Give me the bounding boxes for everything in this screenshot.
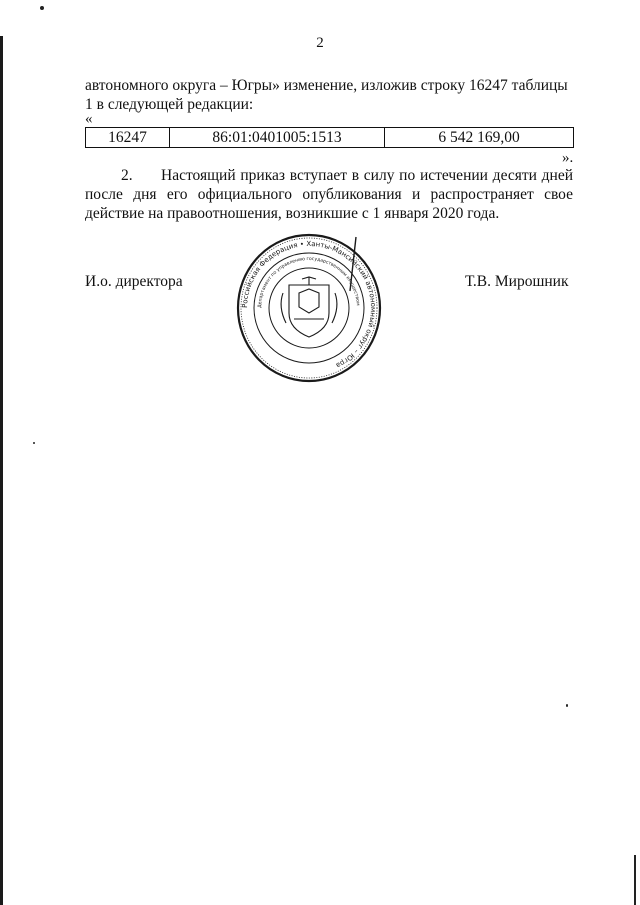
signatory-position: И.о. директора xyxy=(85,273,183,290)
quote-close: ». xyxy=(562,150,574,166)
seal-outer-textpath: Российская Федерация • Ханты-Мансийский автономный округ – Югра xyxy=(240,239,378,370)
table-cell-number: 16247 xyxy=(86,128,170,148)
page-number: 2 xyxy=(316,35,324,51)
paragraph-2 xyxy=(85,166,573,223)
data-table xyxy=(85,127,574,148)
quote-open: « xyxy=(85,111,93,127)
scan-speck xyxy=(40,6,44,10)
signatory-name: Т.В. Мирошник xyxy=(465,273,569,290)
table-row xyxy=(86,128,574,148)
table-cell-cadastral: 86:01:0401005:1513 xyxy=(170,128,385,148)
paragraph-2-number: 2. xyxy=(121,167,133,184)
scan-left-edge xyxy=(0,36,3,905)
coat-of-arms-icon xyxy=(281,277,337,337)
paragraph-1: автономного округа – Югры» изменение, изложив строку 16247 таблицы 1 в следующей редакции: xyxy=(85,77,568,113)
table-cell-value: 6 542 169,00 xyxy=(385,128,574,148)
scan-speck xyxy=(33,442,35,444)
scan-speck xyxy=(566,704,568,707)
scan-right-edge xyxy=(634,855,636,905)
paragraph-2-text: Настоящий приказ вступает в силу по истечении десяти дней после дня его официального опубликования и распространяет свое действие на правоотношения, возникшие с 1 января 2020 года. xyxy=(85,167,573,222)
official-seal xyxy=(236,233,382,383)
seal-inner-textpath: Департамент по управлению государственным имуществом xyxy=(257,256,360,309)
